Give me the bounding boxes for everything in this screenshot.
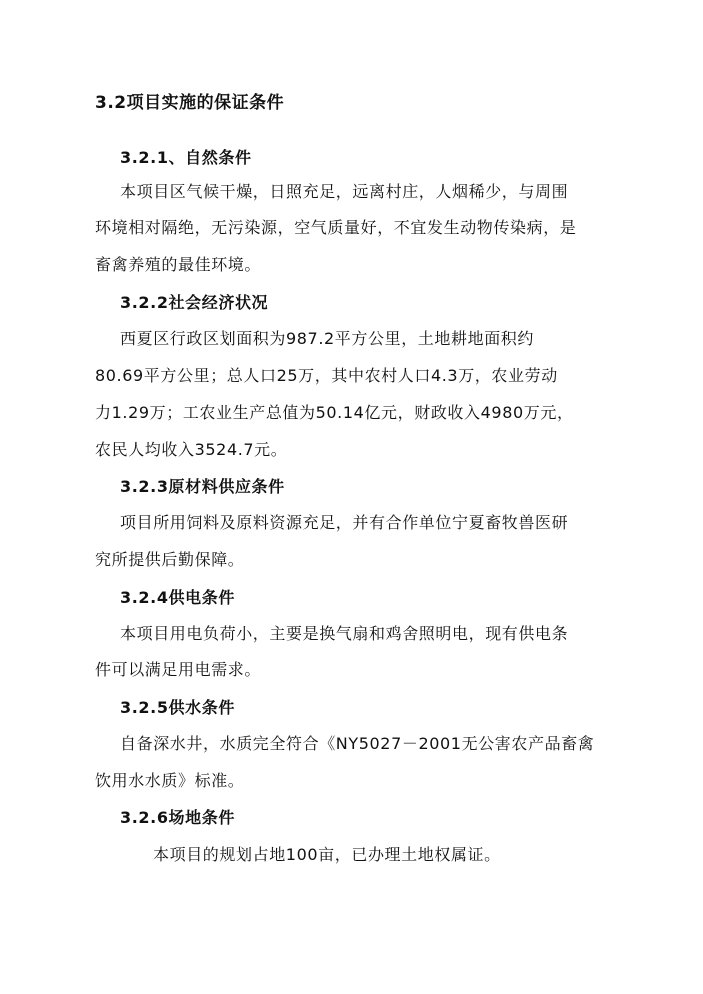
subsection-heading-raw-materials: 3.2.3原材料供应条件: [120, 477, 285, 496]
paragraph-line: 究所提供后勤保障。: [95, 550, 245, 569]
subsection-heading-site: 3.2.6场地条件: [120, 808, 235, 827]
subsection-heading-power: 3.2.4供电条件: [120, 588, 235, 607]
paragraph-line: 本项目区气候干燥，日照充足，远离村庄，人烟稀少，与周围: [120, 182, 569, 201]
paragraph-line: 饮用水水质》标准。: [95, 771, 245, 790]
paragraph-line: 自备深水井，水质完全符合《NY5027－2001无公害农产品畜禽: [120, 734, 595, 753]
paragraph-line: 项目所用饲料及原料资源充足，并有合作单位宁夏畜牧兽医研: [120, 513, 569, 532]
paragraph-line: 本项目用电负荷小，主要是换气扇和鸡舍照明电，现有供电条: [120, 624, 569, 643]
paragraph-line: 力1.29万；工农业生产总值为50.14亿元，财政收入4980万元，: [95, 403, 574, 422]
paragraph-line: 环境相对隔绝，无污染源，空气质量好，不宜发生动物传染病，是: [95, 218, 577, 237]
paragraph-line: 西夏区行政区划面积为987.2平方公里，土地耕地面积约: [120, 329, 535, 348]
subsection-heading-socioeconomic: 3.2.2社会经济状况: [120, 293, 269, 312]
section-title: 3.2项目实施的保证条件: [95, 93, 285, 113]
paragraph-line: 畜禽养殖的最佳环境。: [95, 255, 262, 274]
paragraph-line: 件可以满足用电需求。: [95, 660, 262, 679]
subsection-heading-water: 3.2.5供水条件: [120, 698, 235, 717]
paragraph-line: 农民人均收入3524.7元。: [95, 440, 288, 459]
subsection-heading-natural: 3.2.1、自然条件: [120, 148, 252, 167]
paragraph-line: 本项目的规划占地100亩，已办理土地权属证。: [153, 845, 501, 864]
paragraph-line: 80.69平方公里；总人口25万，其中农村人口4.3万，农业劳动: [95, 366, 558, 385]
